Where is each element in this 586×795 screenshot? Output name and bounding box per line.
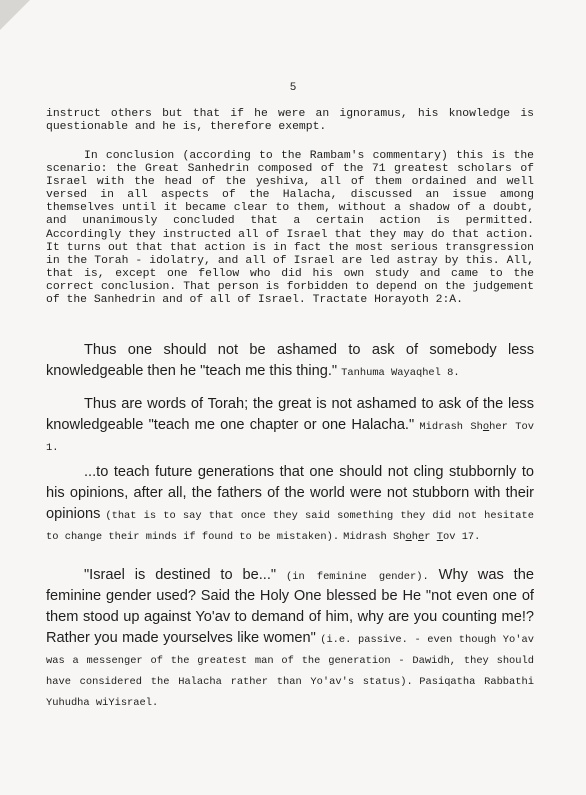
source-citation: Pasiqatha Rabbathi Yuhudha wiYisrael. xyxy=(46,676,534,709)
parenthetical-note: (in feminine gender). xyxy=(286,571,429,583)
paragraph-midrash-shoher-tov-1 xyxy=(46,394,534,457)
source-part: Midrash Sh xyxy=(343,531,406,543)
source-part: r xyxy=(424,531,437,543)
paragraph-tanhuma xyxy=(46,340,534,382)
source-citation xyxy=(343,531,480,543)
source-underlined-letter: e xyxy=(418,531,425,543)
source-part: ov 17. xyxy=(442,531,481,543)
paragraph-pasiqatha xyxy=(46,565,534,712)
paragraph-text: Thus one should not be ashamed to ask of somebody less knowledgeable then he "teach me this thing." xyxy=(46,342,534,379)
paragraph-continuation: instruct others but that if he were an ignoramus, his knowledge is questionable and he is, therefore exempt. xyxy=(46,108,534,134)
parenthetical-note: (that is to say that once they said something they did not hesitate to change their minds if found to be mistaken). xyxy=(46,510,534,543)
source-underlined-letter: o xyxy=(405,531,412,543)
source-part: h xyxy=(411,531,418,543)
page-number: 5 xyxy=(289,82,297,94)
source-part: her Tov 1. xyxy=(46,421,534,454)
paragraph-text: Why was the feminine gender used? Said the Holy One blessed be He "not even one of them stood up against Yo'av to demand of him, why are you counting me!? Rather you made yourselves like women" xyxy=(46,567,534,646)
folded-corner xyxy=(0,0,30,30)
paragraph-text: "Israel is destined to be..." xyxy=(84,567,277,583)
source-part: Midrash Sh xyxy=(419,421,483,433)
paragraph-conclusion: In conclusion (according to the Rambam's commentary) this is the scenario: the Great Sanhedrin composed of the 71 greatest scholars of Israel with the head of the yeshiva, all of them ordained and well versed in all aspects of the Halacha, discussed an issue among themselves until it became clear to them, without a shadow of a doubt, and unanimously concluded that a certain action is permitted. Accordingly they instructed all of Israel that they may do that action. It turns out that that action is in fact the most serious transgression in the Torah - idolatry, and all of Israel are led astray by this. All, that is, except one fellow who did his own study and came to the correct conclusion. That person is forbidden to depend on the judgement of the Sanhedrin and of all of Israel. Tractate Horayoth 2:A. xyxy=(46,150,534,307)
source-citation: Tanhuma Wayaqhel 8. xyxy=(341,367,460,379)
parenthetical-note: (i.e. passive. - even though Yo'av was a messenger of the greatest man of the generation - Dawidh, they should have considered the Halacha rather than Yo'av's status). xyxy=(46,634,534,688)
paragraph-midrash-shoher-tov-17 xyxy=(46,462,534,546)
source-underlined-letter: T xyxy=(436,531,443,543)
paragraph-text: Thus are words of Torah; the great is not ashamed to ask of the less knowledgeable "teach me one chapter or one Halacha." xyxy=(46,396,534,433)
source-underlined-letter: o xyxy=(482,421,490,433)
paragraph-text: ...to teach future generations that one should not cling stubbornly to his opinions, after all, the fathers of the world were not stubborn with their opinions xyxy=(46,464,534,522)
